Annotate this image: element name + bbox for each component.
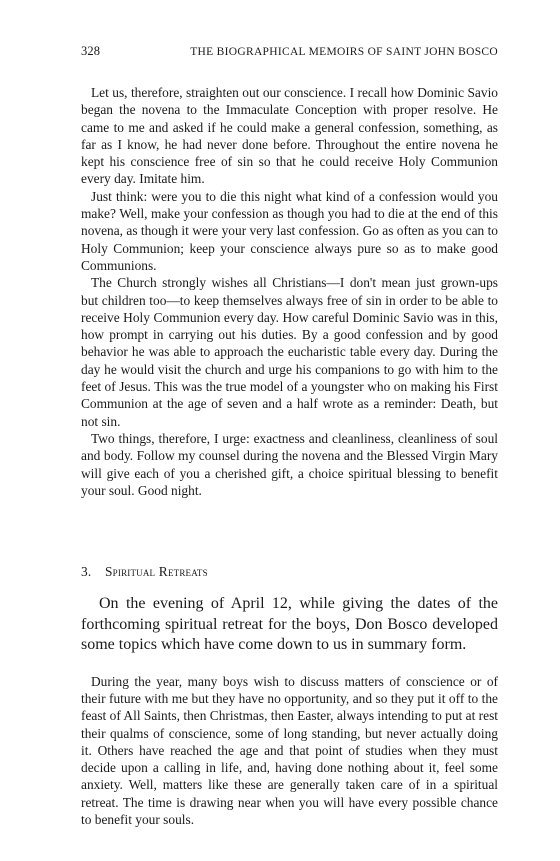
paragraph: Two things, therefore, I urge: exactness and cleanliness, cleanliness of soul and body. Follow my counsel during the novena and the Blessed Virgin Mary will give each of you a cherished gift, a choice spiritual blessing to benefit your soul. Good night. (81, 430, 498, 498)
body-text (81, 84, 498, 499)
paragraph: Just think: were you to die this night what kind of a confession would you make? Well, make your confession as though you had to die at the end of this novena, as though it were your very last confession. Go as often as you can to Holy Communion; keep your conscience always pure so as to make good Communions. (81, 188, 498, 273)
section-number: 3. (81, 564, 92, 580)
section-intro: On the evening of April 12, while giving the dates of the forthcoming spiritual retreat for the boys, Don Bosco developed some topics which have come down to us in summary form. (81, 595, 498, 654)
running-header (81, 44, 498, 64)
section-heading (81, 563, 498, 580)
section-body-text (81, 673, 498, 829)
section-title: Spiritual Retreats (105, 564, 208, 580)
book-page (81, 44, 498, 828)
paragraph: During the year, many boys wish to discuss matters of conscience or of their future with me but they have no opportunity, and so they put it off to the feast of All Saints, then Christmas, then Easter, always intending to put at rest their qualms of conscience, some of long standing, but never actually doing it. Others have reached the age and that point of studies when they must decide upon a calling in life, and, having done nothing about it, feel some anxiety. Well, matters like these are generally taken care of in a spiritual retreat. The time is drawing near when you will have every possible chance to benefit your souls. (81, 673, 498, 827)
paragraph: Let us, therefore, straighten out our conscience. I recall how Dominic Savio began the novena to the Immaculate Conception with proper resolve. He came to me and asked if he could make a general confession, something, as far as I know, he had never done before. Throughout the entire novena he kept his conscience free of sin so that he could receive Holy Communion every day. Imitate him. (81, 85, 498, 187)
paragraph: The Church strongly wishes all Christians—I don't mean just grown-ups but children too—to keep themselves always free of sin in order to be able to receive Holy Communion every day. How careful Dominic Savio was in this, how prompt in carrying out his duties. By a good confession and by good behavior he was able to approach the eucharistic table every day. During the day he would visit the church and urge his companions to go with him to the feet of Jesus. This was the true model of a youngster who on making his First Communion at the age of seven and a half wrote as a reminder: Death, but not sin. (81, 275, 498, 429)
running-title: THE BIOGRAPHICAL MEMOIRS OF SAINT JOHN BOSCO (190, 46, 498, 58)
page-number: 328 (81, 44, 101, 58)
